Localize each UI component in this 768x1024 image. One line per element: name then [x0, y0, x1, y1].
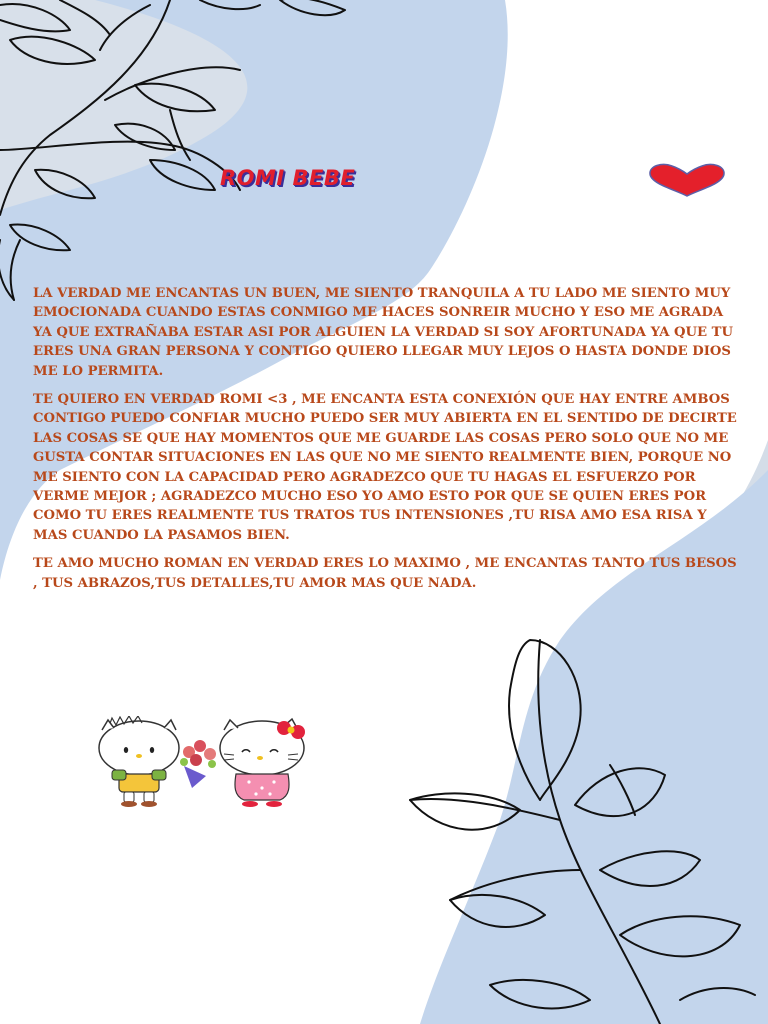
- hello-kitty-figure: [220, 719, 305, 807]
- letter-paragraph: TE QUIERO EN VERDAD ROMI <3 , ME ENCANTA ESTA CONEXIÓN QUE HAY ENTRE AMBOS CONTIGO PUEDO CONFIAR MUCHO PUEDO SER MUY ABIERTA EN EL SENTIDO DE DECIRTE LAS COSAS SE QUE HAY MOMENTOS QUE ME GUARDE LAS COSAS PERO SOLO QUE NO ME GUSTA CONTAR SITUACIONES EN LAS QUE NO ME SIENTO REALMENTE BIEN, PORQUE NO ME SIENTO CON LA CAPACIDAD PERO AGRADEZCO QUE TU HAGAS EL ESFUERZO POR VERME MEJOR ; AGRADEZCO MUCHO ESO YO AMO ESTO POR QUE SE QUIEN ERES POR COMO TU ERES REALMENTE TUS TRATOS TUS INTENSIONES ,TU RISA AMO ESA RISA Y MAS CUANDO LA PASAMOS BIEN.: [33, 392, 737, 543]
- heart-icon: [648, 162, 726, 198]
- letter-body: [33, 284, 745, 602]
- hello-kitty-couple-icon: [84, 716, 320, 808]
- letter-paragraph: TE AMO MUCHO ROMAN EN VERDAD ERES LO MAXIMO , ME ENCANTAS TANTO TUS BESOS , TUS ABRAZOS,TUS DETALLES,TU AMOR MAS QUE NADA.: [33, 556, 737, 591]
- dear-daniel-figure: [99, 716, 179, 807]
- page-title: ROMI BEBE: [220, 166, 356, 190]
- letter-paragraph: LA VERDAD ME ENCANTAS UN BUEN, ME SIENTO TRANQUILA A TU LADO ME SIENTO MUY EMOCIONADA CUANDO ESTAS CONMIGO ME HACES SONREIR MUCHO Y ESO ME AGRADA YA QUE EXTRAÑABA ESTAR ASI POR ALGUIEN LA VERDAD SI SOY AFORTUNADA YA QUE TU ERES UNA GRAN PERSONA Y CONTIGO QUIERO LLEGAR MUY LEJOS O HASTA DONDE DIOS ME LO PERMITA.: [33, 286, 733, 379]
- flower-bouquet: [180, 740, 216, 788]
